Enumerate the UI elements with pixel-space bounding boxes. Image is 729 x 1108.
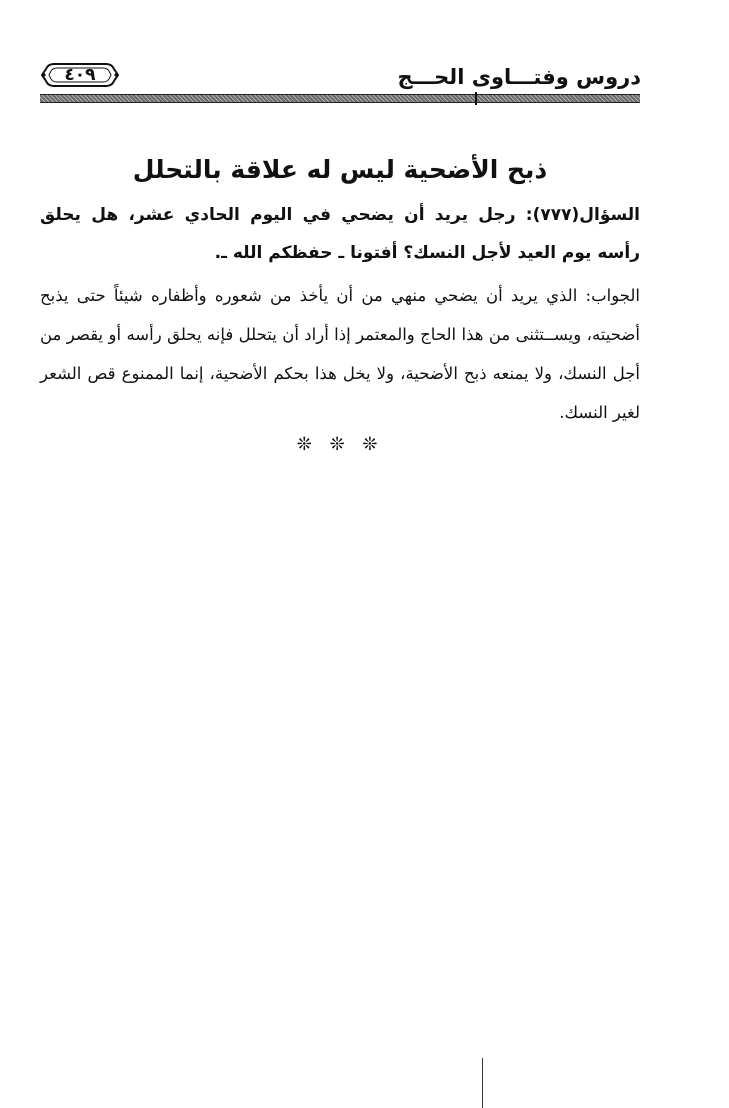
header-rule-tick — [475, 92, 477, 105]
page-number: ٤٠٩ — [64, 65, 96, 85]
section-title: ذبح الأضحية ليس له علاقة بالتحلل — [132, 155, 548, 184]
section-end-ornament: ❊ ❊ ❊ — [296, 434, 384, 455]
gutter-line — [482, 1058, 483, 1108]
page-number-badge — [40, 60, 120, 90]
question-paragraph: السؤال(٧٧٧): رجل يريد أن يضحي في اليوم الحادي عشر، هل يحلق رأسه يوم العيد لأجل النسك؟ أفتونا ـ حفظكم الله ـ. — [40, 205, 640, 263]
body-text — [40, 196, 640, 432]
answer-paragraph: الجواب: الذي يريد أن يضحي منهي من أن يأخذ من شعوره وأظفاره شيئاً حتى يذبح أضحيته، ويســتثنى من هذا الحاج والمعتمر إذا أراد أن يتحلل فإنه يحلق رأسه أو يقصر من أجل النسك، ولا يمنعه ذبح الأضحية، ولا يخل هذا بحكم الأضحية، إنما الممنوع قص الشعر لغير النسك. — [40, 286, 640, 422]
running-title: دروس وفتـــاوى الحـــج — [397, 65, 641, 89]
header-rule — [40, 94, 640, 103]
